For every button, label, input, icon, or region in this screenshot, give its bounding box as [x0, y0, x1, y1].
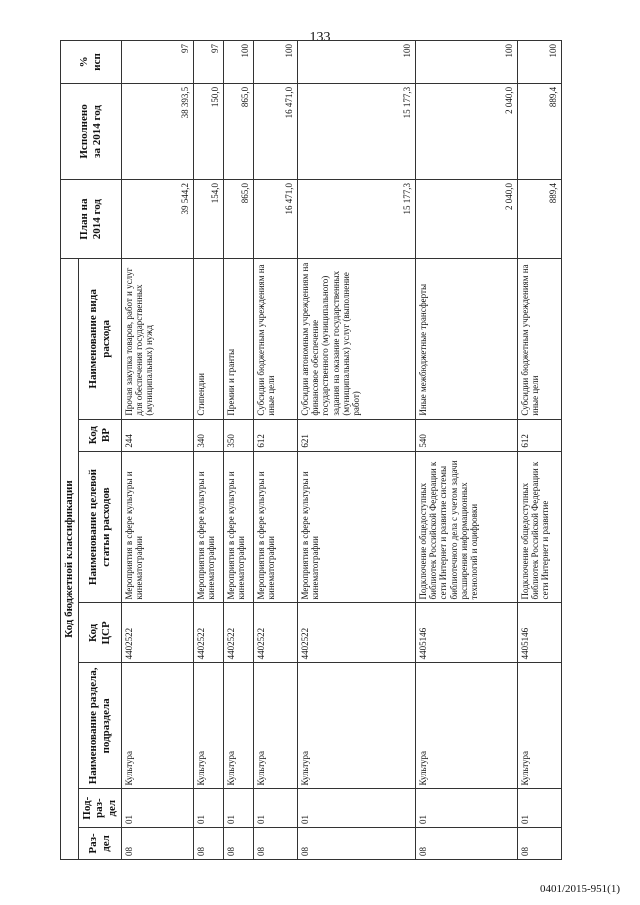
budget-table: [60, 40, 562, 860]
cell-razdel-name: Культура: [223, 663, 253, 789]
cell-razdel: 08: [121, 827, 193, 859]
cell-pct: 100: [223, 41, 253, 84]
cell-plan: 889,4: [517, 180, 561, 259]
table-row: [297, 41, 415, 860]
rotated-table-wrapper: [60, 40, 582, 860]
cell-razdel: 08: [297, 827, 415, 859]
cell-podrazdel: 01: [253, 789, 297, 827]
table-row: [193, 41, 223, 860]
cell-csr: 4402522: [121, 603, 193, 663]
col-plan-header: План на 2014 год: [61, 180, 122, 259]
document-code: 0401/2015-951(1): [539, 883, 620, 895]
cell-vr-name: Премии и гранты: [223, 259, 253, 419]
col-csr-header: Код ЦСР: [78, 603, 121, 663]
cell-csr: 4405146: [415, 603, 517, 663]
group-header: Код бюджетной классификации: [61, 259, 79, 860]
cell-pct: 100: [517, 41, 561, 84]
cell-pct: 100: [415, 41, 517, 84]
cell-podrazdel: 01: [223, 789, 253, 827]
cell-podrazdel: 01: [517, 789, 561, 827]
cell-podrazdel: 01: [193, 789, 223, 827]
cell-done: 15 177,3: [297, 83, 415, 179]
cell-razdel-name: Культура: [121, 663, 193, 789]
cell-razdel: 08: [415, 827, 517, 859]
cell-csr: 4402522: [223, 603, 253, 663]
col-razdel-header: Раз- дел: [78, 827, 121, 859]
cell-vr-name: Субсидии бюджетным учреждениям на иные цели: [253, 259, 297, 419]
cell-pct: 97: [121, 41, 193, 84]
cell-csr-name: Мероприятия в сфере культуры и кинематографии: [253, 451, 297, 603]
table-row: [517, 41, 561, 860]
group-header-row: [61, 41, 79, 860]
cell-plan: 154,0: [193, 180, 223, 259]
cell-podrazdel: 01: [415, 789, 517, 827]
cell-podrazdel: 01: [121, 789, 193, 827]
col-pct-header: % исп: [61, 41, 122, 84]
cell-csr: 4402522: [193, 603, 223, 663]
col-razdel-name-header: Наименование раздела, подраздела: [78, 663, 121, 789]
cell-razdel: 08: [223, 827, 253, 859]
cell-csr-name: Мероприятия в сфере культуры и кинематографии: [223, 451, 253, 603]
cell-done: 889,4: [517, 83, 561, 179]
table-row: [253, 41, 297, 860]
cell-vr-name: Прочая закупка товаров, работ и услуг для обеспечения государственных (муниципальных) нужд: [121, 259, 193, 419]
cell-csr: 4402522: [253, 603, 297, 663]
col-done-header: Исполнено за 2014 год: [61, 83, 122, 179]
cell-done: 865,0: [223, 83, 253, 179]
cell-vr-name: Стипендии: [193, 259, 223, 419]
cell-vr: 612: [253, 419, 297, 451]
cell-podrazdel: 01: [297, 789, 415, 827]
cell-pct: 100: [253, 41, 297, 84]
cell-razdel-name: Культура: [415, 663, 517, 789]
cell-vr-name: Субсидии автономным учреждениям на финансовое обеспечение государственного (муниципального) задания на оказание государственных (муниципальных) услуг (выполнение работ): [297, 259, 415, 419]
table-row: [223, 41, 253, 860]
cell-vr: 340: [193, 419, 223, 451]
cell-plan: 39 544,2: [121, 180, 193, 259]
cell-plan: 16 471,0: [253, 180, 297, 259]
table-row: [121, 41, 193, 860]
cell-razdel: 08: [193, 827, 223, 859]
cell-vr: 621: [297, 419, 415, 451]
cell-razdel: 08: [253, 827, 297, 859]
cell-plan: 15 177,3: [297, 180, 415, 259]
cell-razdel: 08: [517, 827, 561, 859]
cell-vr-name: Иные межбюджетные трансферты: [415, 259, 517, 419]
cell-pct: 100: [297, 41, 415, 84]
cell-razdel-name: Культура: [193, 663, 223, 789]
col-vr-name-header: Наименование вида расхода: [78, 259, 121, 419]
table-row: [415, 41, 517, 860]
cell-csr: 4402522: [297, 603, 415, 663]
cell-pct: 97: [193, 41, 223, 84]
cell-csr-name: Мероприятия в сфере культуры и кинематографии: [193, 451, 223, 603]
cell-vr: 244: [121, 419, 193, 451]
cell-done: 150,0: [193, 83, 223, 179]
cell-vr: 612: [517, 419, 561, 451]
page-number: 133: [309, 30, 331, 45]
cell-razdel-name: Культура: [517, 663, 561, 789]
cell-done: 16 471,0: [253, 83, 297, 179]
cell-plan: 2 040,0: [415, 180, 517, 259]
cell-razdel-name: Культура: [297, 663, 415, 789]
cell-csr-name: Мероприятия в сфере культуры и кинематографии: [297, 451, 415, 603]
cell-razdel-name: Культура: [253, 663, 297, 789]
cell-csr-name: Подключение общедоступных библиотек Российской Федерации к сети Интернет и развитие системы библиотечного дела с учетом задачи расширения информационных технологий и оцифровки: [415, 451, 517, 603]
cell-plan: 865,0: [223, 180, 253, 259]
cell-csr-name: Мероприятия в сфере культуры и кинематографии: [121, 451, 193, 603]
cell-csr: 4405146: [517, 603, 561, 663]
cell-csr-name: Подключение общедоступных библиотек Российской Федерации к сети Интернет и развитие: [517, 451, 561, 603]
col-csr-name-header: Наименование целевой статьи расходов: [78, 451, 121, 603]
col-vr-header: Код ВР: [78, 419, 121, 451]
cell-vr-name: Субсидии бюджетным учреждениям на иные цели: [517, 259, 561, 419]
cell-done: 38 393,5: [121, 83, 193, 179]
col-podrazdel-header: Под- раз- дел: [78, 789, 121, 827]
cell-vr: 350: [223, 419, 253, 451]
cell-vr: 540: [415, 419, 517, 451]
cell-done: 2 040,0: [415, 83, 517, 179]
